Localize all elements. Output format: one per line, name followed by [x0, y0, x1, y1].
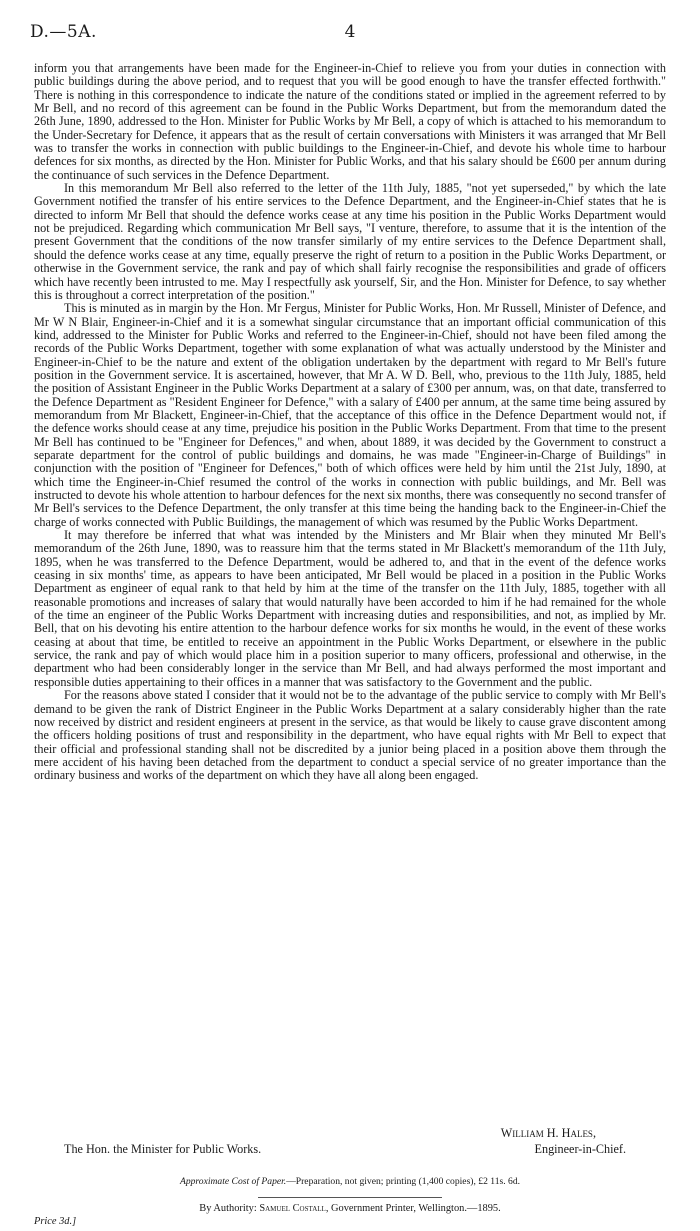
paragraph: This is minuted as in margin by the Hon. Mr Fergus, Minister for Public Works, Hon. Mr Russell, Minister of Defence, and Mr W N Blair, Engineer-in-Chief and it is a somewhat singular circumstance that an important official communication of this kind, addressed to the Minister for Public Works and referred to the Engineer-in-Chief, should not have been filed among the records of the Public Works Department, together with some explanation of what was actually understood by the Minister and Engineer-in-Chief to be the nature and extent of the obligation undertaken by the department with regard to Mr Bell's future position in the Government service. It is ascertained, however, that Mr A. W D. Bell, who, previous to the 11th July, 1885, held the position of Assistant Engineer in the Public Works Department at a salary of £300 per annum, was, on that date, transferred to the Defence Department as "Resident Engineer for Defence," with a salary of £400 per annum, at the same time being assured by memorandum from Mr Blackett, Engineer-in-Chief, that the acceptance of this office in the Defence Department would not, if the defence works should cease at any time, prejudice his position in the Public Works Department. From that time to the present Mr Bell has continued to be "Engineer for Defences," and when, about 1889, it was decided by the Government to construct a separate department for the control of public buildings and domains, he was made "Engineer-in-Charge of Buildings" in conjunction with the position of "Engineer for Defences," both of which offices were held by him until the 21st July, 1890, at which time the Engineer-in-Chief resumed the control of the works in connection with public buildings, and Mr. Bell was instructed to devote his whole attention to harbour defences for the next six months, there was consequently no second transfer of Mr Bell's services to the Defence Department, the only transfer at this time being the handing back to the Engineer-in-Chief the charge of works connected with Public Buildings, the management of which was resumed by the Public Works Department.: [34, 301, 666, 529]
paragraph: For the reasons above stated I consider that it would not be to the advantage of the public service to comply with Mr Bell's demand to be given the rank of District Engineer in the Public Works Department at a salary considerably higher than the rate now received by district and resident engineers at present in the service, as that would be likely to cause grave discontent among the officers holding positions of trust and responsibility in the department, who have equal rights with Mr Bell to expect that their official and professional standing shall not be discredited by a junior being placed in a position above them through the mere accident of his having been detached from the department to conduct a special service of no greater importance than the ordinary business and works of the department on which they have all along been engaged.: [34, 688, 666, 783]
cost-note: [0, 1176, 700, 1187]
authority-prefix: By Authority:: [199, 1203, 257, 1214]
printer-name: Samuel Costall: [259, 1203, 326, 1214]
page-header: [30, 22, 670, 46]
authority-line: [0, 1203, 700, 1214]
paragraph: It may therefore be inferred that what was intended by the Ministers and Mr Blair when they minuted Mr Bell's memorandum of the 26th June, 1890, was to reassure him that the terms stated in Mr Blackett's memorandum of the 11th July, 1895, when he was transferred to the Defence Department, would be adhered to, and that in the event of the defence works ceasing in six months' time, as appears to have been anticipated, Mr Bell would be placed in a position in the Public Works Department as engineer of equal rank to that held by him at the time of the transfer on the 11th July, 1885, together with all reasonable promotions and increases of salary that would naturally have been accorded to him if he had remained for the whole of the time an engineer of the Public Works Department with increasing duties and responsibilities, and not, as implied by Mr. Bell, that on his devoting his entire attention to the harbour defence works for six months he would, in the event of these works ceasing at about that time, be entitled to receive an appointment in the Public Works Department, or elsewhere in the public service, the rank and pay of which would place him in a position superior to many officers, professional and otherwise, in the department who had been considerably longer in the service than Mr Bell, and had always performed the most important and responsible duties appertaining to their offices in a manner that was satisfactory to the Government and the public.: [34, 528, 666, 689]
document-body: [34, 62, 666, 783]
paragraph: inform you that arrangements have been made for the Engineer-in-Chief to relieve you from your duties in connection with public buildings during the above period, and to request that you will be good enough to have the transfer effected forthwith." There is nothing in this correspondence to indicate the nature of the conditions stated or implied in the agreement referred to by Mr Bell, and no record of this agreement can be found in the Public Works Department, but from the memorandum dated the 26th June, 1890, addressed to the Hon. Minister for Public Works by Mr Bell, a copy of which is attached to his memorandum to the Under-Secretary for Defence, it appears that as the result of certain conversations with Ministers it was arranged that Mr Bell was to transfer the works in connection with public buildings to the Engineer-in-Chief, and devote his whole time to harbour defences for six months, as directed by the Hon. Minister for Public Works, and that his salary should be £600 per annum during the continuance of such services in the Defence Department.: [34, 61, 666, 182]
cost-label: Approximate Cost of Paper.: [179, 1176, 287, 1187]
signatory-name: William H. Hales,: [500, 1126, 596, 1140]
page-number: 4: [344, 22, 356, 42]
paragraph: In this memorandum Mr Bell also referred to the letter of the 11th July, 1885, "not yet superseded," by which the late Government notified the transfer of his entire services to the Defence Department, and the Engineer-in-Chief states that he is directed to inform Mr Bell that should the defence works cease at any time his position in the Public Works Department would not be prejudiced. Regarding which communication Mr Bell says, "I venture, therefore, to assume that it is the intention of the present Government that the conditions of the now transfer similarly of my entire services to the Defence Department shall, should the defence works cease at any time, equally preserve the right of return to a position in the Public Works Department, or otherwise in the Government service, the rank and pay of which shall fairly recognise the responsibilities and grade of officers which have recently been intrusted to me. May I respectfully ask yourself, Sir, and the Hon. Minister for Defence, to say whether this is throughout a correct interpretation of the position.": [34, 181, 666, 302]
cost-text: —Preparation, not given; printing (1,400 copies), £2 11s. 6d.: [286, 1176, 521, 1187]
document-reference: D.—5A.: [30, 22, 97, 42]
addressee: The Hon. the Minister for Public Works.: [64, 1142, 262, 1156]
footer-divider: [258, 1197, 442, 1198]
price-label: Price 3d.]: [34, 1216, 77, 1227]
signatory-title: Engineer-in-Chief.: [534, 1142, 626, 1156]
authority-suffix: , Government Printer, Wellington.—1895.: [325, 1203, 501, 1214]
signature-block: [34, 1126, 666, 1156]
